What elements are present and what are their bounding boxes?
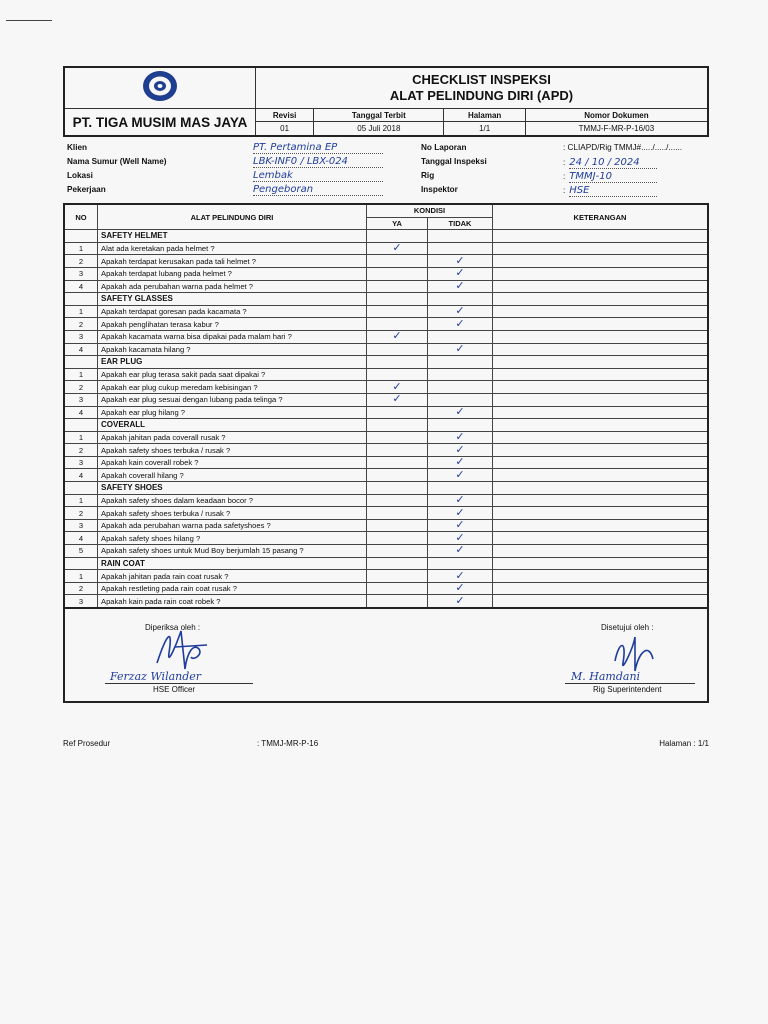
checklist-row [64,280,708,293]
checkmark-icon: ✓ [455,266,465,280]
meta-label-tanggal: Tanggal Terbit [314,109,444,122]
col-ya-header: YA [367,217,428,230]
checkmark-icon: ✓ [455,593,465,607]
approved-role: Rig Superintendent [593,685,662,694]
checklist-row [64,545,708,558]
section-keterangan-cell [493,293,709,306]
keterangan-cell[interactable] [493,494,709,507]
section-title: RAIN COAT [98,557,367,570]
ya-cell[interactable] [367,431,428,444]
item-no: 1 [64,242,98,255]
item-no: 3 [64,393,98,406]
checkmark-icon: ✓ [455,518,465,532]
page-number: Halaman : 1/1 [659,739,709,748]
checkmark-icon: ✓ [455,442,465,456]
checkmark-icon: ✓ [455,253,465,267]
checkmark-icon: ✓ [392,241,402,255]
section-keterangan-cell [493,482,709,495]
info-row-pekerjaan [63,185,709,198]
checkmark-icon: ✓ [455,505,465,519]
item-no: 3 [64,456,98,469]
item-no: 3 [64,267,98,280]
section-ya-cell [367,356,428,369]
meta-value-halaman: 1/1 [444,122,525,136]
checkmark-icon: ✓ [455,492,465,506]
checklist-row [64,330,708,343]
tidak-cell[interactable] [428,406,493,419]
item-no: 2 [64,381,98,394]
checked-role: HSE Officer [153,685,196,694]
checkmark-icon: ✓ [455,316,465,330]
item-no: 4 [64,469,98,482]
meta-value-nomor: TMMJ-F-MR-P-16/03 [525,122,708,136]
checkmark-icon: ✓ [455,278,465,292]
section-ya-cell [367,293,428,306]
approved-name: M. Hamdani [571,670,641,683]
checklist-row [64,318,708,331]
checklist-row [64,305,708,318]
item-text: Apakah terdapat goresan pada kacamata ? [98,305,367,318]
rig-field: : TMMJ-10 [563,171,703,183]
item-text: Apakah terdapat lubang pada helmet ? [98,267,367,280]
checklist-row [64,582,708,595]
section-ya-cell [367,482,428,495]
info-row-lokasi [63,171,709,184]
ya-cell[interactable] [367,532,428,545]
section-no-cell [64,356,98,369]
item-text: Apakah terdapat kerusakan pada tali helmet ? [98,255,367,268]
inspektor-field: : HSE [563,185,703,197]
logo-cell [64,67,256,109]
inspektor-label: Inspektor [421,185,458,194]
item-no: 3 [64,595,98,608]
keterangan-cell[interactable] [493,431,709,444]
checklist-row [64,456,708,469]
checkmark-icon: ✓ [455,455,465,469]
ya-cell[interactable] [367,570,428,583]
col-item-header: ALAT PELINDUNG DIRI [98,204,367,230]
lokasi-value: Lembak [253,171,383,182]
pekerjaan-value: Pengeboran [253,185,383,196]
inspection-info [63,141,709,201]
keterangan-cell[interactable] [493,406,709,419]
tidak-cell[interactable] [428,595,493,608]
checklist-row [64,570,708,583]
approved-line [565,683,695,684]
tidak-cell[interactable] [428,469,493,482]
checklist-row [64,393,708,406]
checklist-row [64,595,708,608]
keterangan-cell[interactable] [493,456,709,469]
checked-name: Ferzaz Wilander [110,670,202,683]
keterangan-cell[interactable] [493,582,709,595]
item-no: 3 [64,519,98,532]
tanggal-value: 24 / 10 / 2024 [569,157,657,169]
item-no: 1 [64,305,98,318]
ya-cell[interactable] [367,582,428,595]
item-text: Apakah kacamata hilang ? [98,343,367,356]
signature-block [63,609,709,703]
section-keterangan-cell [493,230,709,243]
checkmark-icon: ✓ [455,467,465,481]
section-keterangan-cell [493,557,709,570]
item-no: 2 [64,444,98,457]
ya-cell[interactable] [367,406,428,419]
item-no: 1 [64,368,98,381]
laporan-value: : CLIAPD/Rig TMMJ#...../...../...... [563,143,683,152]
keterangan-cell[interactable] [493,280,709,293]
section-title: SAFETY HELMET [98,230,367,243]
section-no-cell [64,557,98,570]
checklist-row [64,444,708,457]
ya-cell[interactable] [367,330,428,343]
checklist-row [64,532,708,545]
item-no: 2 [64,255,98,268]
item-no: 1 [64,431,98,444]
tidak-cell[interactable] [428,381,493,394]
checkmark-icon: ✓ [455,543,465,557]
checklist-page [63,66,709,703]
checklist-row [64,381,708,394]
ref-label: Ref Prosedur [63,739,111,748]
item-text: Apakah kain coverall robek ? [98,456,367,469]
item-text: Alat ada keretakan pada helmet ? [98,242,367,255]
section-title: EAR PLUG [98,356,367,369]
keterangan-cell[interactable] [493,330,709,343]
company-name: PT. TIGA MUSIM MAS JAYA [64,109,256,137]
checked-by-label: Diperiksa oleh : [145,623,201,632]
item-text: Apakah kacamata warna bisa dipakai pada malam hari ? [98,330,367,343]
sumur-label: Nama Sumur (Well Name) [67,157,167,166]
section-keterangan-cell [493,419,709,432]
title-line-2: ALAT PELINDUNG DIRI (APD) [389,88,574,103]
item-text: Apakah ada perubahan warna pada helmet ? [98,280,367,293]
ya-cell[interactable] [367,507,428,520]
item-text: Apakah ear plug sesuai dengan lubang pada telinga ? [98,393,367,406]
item-no: 2 [64,507,98,520]
section-tidak-cell [428,356,493,369]
section-row [64,356,708,369]
ya-cell[interactable] [367,469,428,482]
checklist-table [63,203,709,609]
meta-value-tanggal: 05 Juli 2018 [314,122,444,136]
item-text: Apakah safety shoes dalam keadaan bocor ? [98,494,367,507]
keterangan-cell[interactable] [493,318,709,331]
checkmark-icon: ✓ [455,404,465,418]
item-no: 5 [64,545,98,558]
laporan-label: No Laporan [421,143,467,152]
keterangan-cell[interactable] [493,570,709,583]
meta-label-halaman: Halaman [444,109,525,122]
scan-mark [6,20,52,21]
item-text: Apakah coverall hilang ? [98,469,367,482]
tidak-cell[interactable] [428,368,493,381]
keterangan-cell[interactable] [493,507,709,520]
ya-cell[interactable] [367,545,428,558]
section-row [64,557,708,570]
ya-cell[interactable] [367,255,428,268]
tidak-cell[interactable] [428,343,493,356]
section-ya-cell [367,419,428,432]
checkmark-icon: ✓ [392,379,402,393]
checked-line [105,683,253,684]
approved-by-label: Disetujui oleh : [601,623,654,632]
lokasi-label: Lokasi [67,171,93,180]
tidak-cell[interactable] [428,318,493,331]
checkmark-icon: ✓ [455,304,465,318]
ya-cell[interactable] [367,393,428,406]
section-no-cell [64,419,98,432]
keterangan-cell[interactable] [493,381,709,394]
col-no-header: NO [64,204,98,230]
info-row-klien [63,143,709,156]
keterangan-cell[interactable] [493,368,709,381]
ya-cell[interactable] [367,456,428,469]
item-no: 2 [64,582,98,595]
tidak-cell[interactable] [428,545,493,558]
item-no: 2 [64,318,98,331]
item-text: Apakah safety shoes terbuka / rusak ? [98,444,367,457]
section-row [64,293,708,306]
checkmark-icon: ✓ [455,429,465,443]
item-text: Apakah ear plug cukup meredam kebisingan ? [98,381,367,394]
item-no: 3 [64,330,98,343]
ya-cell[interactable] [367,444,428,457]
meta-value-revisi: 01 [256,122,314,136]
section-no-cell [64,230,98,243]
col-keterangan-header: KETERANGAN [493,204,709,230]
checklist-row [64,469,708,482]
section-title: COVERALL [98,419,367,432]
pekerjaan-label: Pekerjaan [67,185,106,194]
section-row [64,419,708,432]
meta-label-nomor: Nomor Dokumen [525,109,708,122]
item-text: Apakah safety shoes hilang ? [98,532,367,545]
sumur-value: LBK-INF0 / LBX-024 [253,157,383,168]
item-no: 4 [64,532,98,545]
item-no: 4 [64,406,98,419]
col-tidak-header: TIDAK [428,217,493,230]
ya-cell[interactable] [367,595,428,608]
ya-cell[interactable] [367,267,428,280]
ya-cell[interactable] [367,519,428,532]
item-no: 4 [64,343,98,356]
item-text: Apakah ear plug terasa sakit pada saat dipakai ? [98,368,367,381]
item-text: Apakah safety shoes terbuka / rusak ? [98,507,367,520]
checklist-row [64,368,708,381]
ya-cell[interactable] [367,494,428,507]
checklist-row [64,406,708,419]
checklist-row [64,431,708,444]
tanggal-label: Tanggal Inspeksi [421,157,487,166]
keterangan-cell[interactable] [493,267,709,280]
ya-cell[interactable] [367,280,428,293]
section-row [64,230,708,243]
item-text: Apakah jahitan pada coverall rusak ? [98,431,367,444]
info-row-sumur [63,157,709,170]
keterangan-cell[interactable] [493,532,709,545]
ya-cell[interactable] [367,305,428,318]
ya-cell[interactable] [367,242,428,255]
keterangan-cell[interactable] [493,545,709,558]
col-kondisi-header: KONDISI [367,204,493,217]
checklist-row [64,343,708,356]
keterangan-cell[interactable] [493,242,709,255]
inspektor-value: HSE [569,185,657,197]
checklist-row [64,255,708,268]
rig-label: Rig [421,171,435,180]
section-tidak-cell [428,230,493,243]
rig-value: TMMJ-10 [569,171,657,183]
section-no-cell [64,293,98,306]
section-title: SAFETY SHOES [98,482,367,495]
keterangan-cell[interactable] [493,343,709,356]
title-line-1: CHECKLIST INSPEKSI [412,72,551,87]
section-no-cell [64,482,98,495]
section-ya-cell [367,557,428,570]
keterangan-cell[interactable] [493,393,709,406]
checkmark-icon: ✓ [455,568,465,582]
checklist-body [64,230,708,608]
item-text: Apakah restleting pada rain coat rusak ? [98,582,367,595]
document-title [256,67,709,109]
item-text: Apakah penglihatan terasa kabur ? [98,318,367,331]
klien-label: Klien [67,143,88,152]
section-row [64,482,708,495]
company-logo [140,69,180,103]
checkmark-icon: ✓ [392,329,402,343]
keterangan-cell[interactable] [493,469,709,482]
tanggal-field: : 24 / 10 / 2024 [563,157,703,169]
section-keterangan-cell [493,356,709,369]
item-text: Apakah safety shoes untuk Mud Boy berjumlah 15 pasang ? [98,545,367,558]
item-text: Apakah ear plug hilang ? [98,406,367,419]
section-title: SAFETY GLASSES [98,293,367,306]
checkmark-icon: ✓ [455,530,465,544]
checklist-row [64,519,708,532]
document-header [63,66,709,137]
checkmark-icon: ✓ [455,581,465,595]
keterangan-cell[interactable] [493,305,709,318]
item-no: 4 [64,280,98,293]
keterangan-cell[interactable] [493,444,709,457]
checkmark-icon: ✓ [392,392,402,406]
ya-cell[interactable] [367,343,428,356]
checklist-row [64,494,708,507]
meta-label-revisi: Revisi [256,109,314,122]
checklist-row [64,242,708,255]
tidak-cell[interactable] [428,280,493,293]
item-no: 1 [64,570,98,583]
item-text: Apakah kain pada rain coat robek ? [98,595,367,608]
item-text: Apakah ada perubahan warna pada safetyshoes ? [98,519,367,532]
klien-value: PT. Pertamina EP [253,143,383,154]
item-no: 1 [64,494,98,507]
keterangan-cell[interactable] [493,255,709,268]
checklist-row [64,507,708,520]
ref-value: : TMMJ-MR-P-16 [257,739,319,748]
item-text: Apakah jahitan pada rain coat rusak ? [98,570,367,583]
keterangan-cell[interactable] [493,595,709,608]
keterangan-cell[interactable] [493,519,709,532]
checkmark-icon: ✓ [455,341,465,355]
checklist-row [64,267,708,280]
